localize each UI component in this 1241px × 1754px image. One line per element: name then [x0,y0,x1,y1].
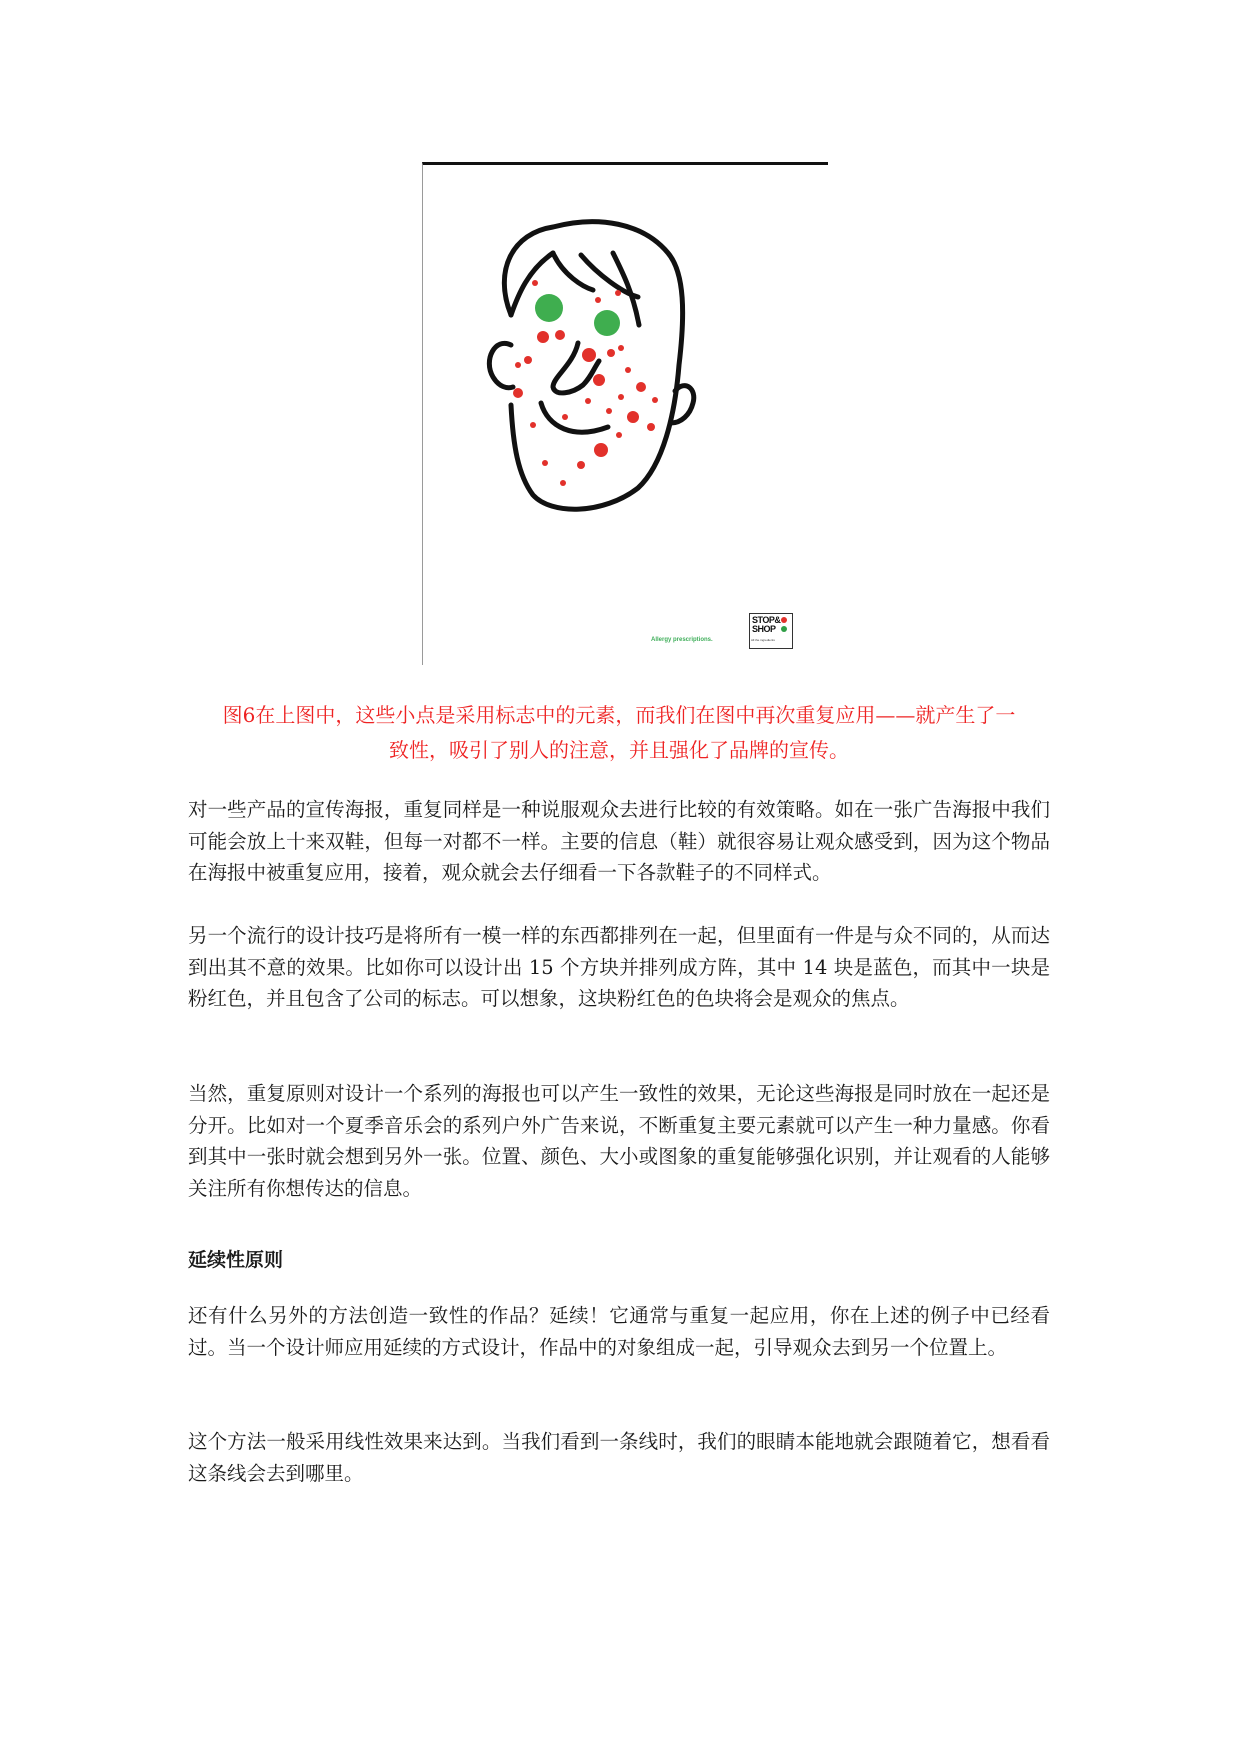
face-illustration [423,165,828,665]
caption-line: 图6在上图中，这些小点是采用标志中的元素，而我们在图中再次重复应用——就产生了一 [222,703,1016,727]
spot-dot [627,411,639,423]
spot-dot [615,290,621,296]
spot-dot [537,331,549,343]
right-eye [594,310,620,336]
spot-dot [625,367,631,373]
spot-dot [532,280,538,286]
spot-dot [606,408,612,414]
spot-dot [555,330,565,340]
paragraph-4: 还有什么另外的方法创造一致性的作品？延续！它通常与重复一起应用，你在上述的例子中已经看过。当一个设计师应用延续的方式设计，作品中的对象组成一起，引导观众去到另一个位置上。 [188,1304,1050,1359]
section-heading: 延续性原则 [188,1249,284,1271]
spot-dot [560,480,566,486]
paragraph-5: 这个方法一般采用线性效果来达到。当我们看到一条线时，我们的眼睛本能地就会跟随着它，想看看这条线会去到哪里。 [188,1430,1050,1485]
spot-dot [618,394,624,400]
paragraph-2: 另一个流行的设计技巧是将所有一模一样的东西都排列在一起，但里面有一件是与众不同的，从而达到出其不意的效果。比如你可以设计出 15 个方块并排列成方阵，其中 14 块是蓝色，而其中一块是粉红色，并且包含了公司的标志。可以想象，这块粉红色的色块将会是观众的焦点。 [188,924,1050,1010]
logo-green-dot [781,626,787,632]
left-eye [535,294,563,322]
spot-dot [607,349,615,357]
spot-dot [515,362,521,368]
spot-dot [593,374,605,386]
spot-dot [542,460,548,466]
spot-dot [594,443,608,457]
poster-tagline: Allergy prescriptions. [651,637,713,643]
spot-dot [562,414,568,420]
spot-dot [652,397,658,403]
spot-dot [595,297,601,303]
stop-and-shop-logo [749,613,791,647]
left-ear [489,343,513,387]
logo-text-line2: SHOP [752,624,776,634]
spot-dot [616,432,622,438]
spot-dot [513,388,523,398]
spot-dot [618,345,624,351]
paragraph-1: 对一些产品的宣传海报，重复同样是一种说服观众去进行比较的有效策略。如在一张广告海报中我们可能会放上十来双鞋，但每一对都不一样。主要的信息（鞋）就很容易让观众感受到，因为这个物品在海报中被重复应用，接着，观众就会去仔细看一下各款鞋子的不同样式。 [188,798,1050,884]
logo-red-dot [781,617,787,623]
spot-dot [647,423,655,431]
caption-line: 致性，吸引了别人的注意，并且强化了品牌的宣传。 [389,738,849,762]
spot-dot [582,348,596,362]
spot-dot [585,398,591,404]
mouth [541,403,608,432]
spot-dot [636,382,646,392]
advertisement-poster [422,162,828,665]
spot-dot [577,461,585,469]
logo-subtitle: All the ingredients [751,638,775,642]
spot-dot [530,422,536,428]
paragraph-3: 当然，重复原则对设计一个系列的海报也可以产生一致性的效果，无论这些海报是同时放在一起还是分开。比如对一个夏季音乐会的系列户外广告来说，不断重复主要元素就可以产生一种力量感。你看到其中一张时就会想到另外一张。位置、颜色、大小或图象的重复能够强化识别，并让观看的人能够关注所有你想传达的信息。 [188,1082,1050,1200]
figure-caption [188,698,1050,768]
spot-dot [524,356,532,364]
logo-text-line1: STOP& [752,615,781,625]
